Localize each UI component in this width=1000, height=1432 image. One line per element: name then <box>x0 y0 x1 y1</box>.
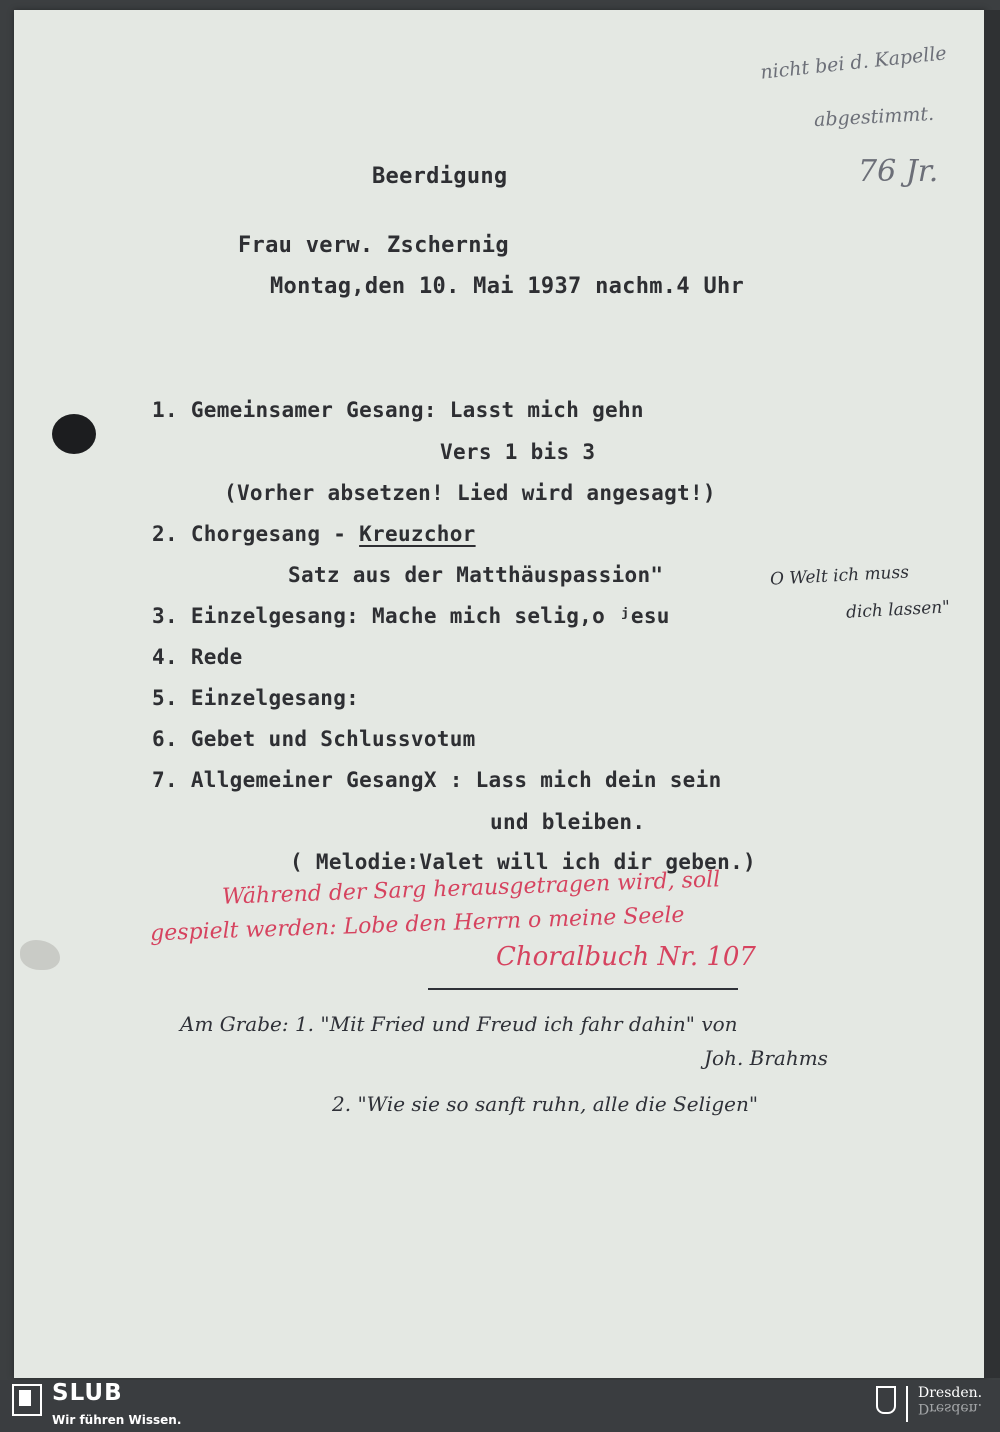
item-text: Gebet und Schlussvotum <box>190 727 476 751</box>
date-line: Montag,den 10. Mai 1937 nachm.4 Uhr <box>270 274 745 299</box>
item-text: Einzelgesang: <box>190 686 360 710</box>
footer-bar <box>0 1380 1000 1432</box>
item-3 <box>152 604 670 628</box>
item-text: Gemeinsamer Gesang: Lasst mich gehn <box>190 398 644 422</box>
dresden-logo-mirror: Dresden. <box>918 1400 983 1416</box>
side-note-line-1: O Welt ich muss <box>769 562 910 590</box>
red-note-line-1: Während der Sarg herausgetragen wird, soll <box>221 867 721 910</box>
slub-logo-icon <box>12 1384 42 1416</box>
item-7-continued: und bleiben. <box>490 810 646 834</box>
item-number: 1. <box>152 398 178 422</box>
document-title: Beerdigung <box>372 164 508 189</box>
dresden-crest-icon <box>876 1386 896 1414</box>
pencil-note-line-3: 76 Jr. <box>858 154 939 189</box>
item-number: 2. <box>152 522 178 546</box>
item-4 <box>152 645 243 669</box>
side-note-line-2: dich lassen" <box>845 597 951 623</box>
grave-note-line-2: Joh. Brahms <box>704 1046 828 1070</box>
divider-line <box>428 988 738 990</box>
item-number: 5. <box>152 686 178 710</box>
footer-divider <box>906 1386 908 1422</box>
item-1 <box>152 398 644 422</box>
item-2-detail: Satz aus der Matthäuspassion" <box>288 563 664 587</box>
item-number: 4. <box>152 645 178 669</box>
punch-hole-top <box>52 414 96 454</box>
item-number: 7. <box>152 768 178 792</box>
pencil-note-line-2: abgestimmt. <box>813 102 935 132</box>
item-number: 3. <box>152 604 178 628</box>
item-6 <box>152 727 476 751</box>
item-2 <box>152 522 476 546</box>
item-7-melody: ( Melodie:Valet will ich dir geben.) <box>290 850 756 874</box>
item-number: 6. <box>152 727 178 751</box>
pencil-note-line-1: nicht bei d. Kapelle <box>759 42 948 84</box>
dresden-logo-text: Dresden. <box>918 1385 983 1401</box>
grave-note-line-1: Am Grabe: 1. "Mit Fried und Freud ich fahr dahin" von <box>180 1012 738 1036</box>
item-text: Einzelgesang: Mache mich selig,o ʲesu <box>190 604 670 628</box>
item-1-note: (Vorher absetzen! Lied wird angesagt!) <box>224 481 716 505</box>
item-text: Allgemeiner GesangX : Lass mich dein sein <box>190 768 722 792</box>
kreuzchor-label: Kreuzchor <box>359 522 476 546</box>
item-text: Rede <box>190 645 243 669</box>
slub-logo-text: SLUB <box>52 1380 123 1406</box>
item-5 <box>152 686 359 710</box>
person-name: Frau verw. Zschernig <box>238 233 509 258</box>
red-note-line-2: gespielt werden: Lobe den Herrn o meine Seele <box>149 902 685 947</box>
item-7 <box>152 768 722 792</box>
item-text: Chorgesang - <box>190 522 360 546</box>
red-note-line-3: Choralbuch Nr. 107 <box>496 942 756 972</box>
grave-note-line-3: 2. "Wie sie so sanft ruhn, alle die Seligen" <box>332 1092 759 1116</box>
slub-tagline: Wir führen Wissen. <box>52 1413 182 1427</box>
scan-edge <box>984 10 1000 1378</box>
item-1-verse: Vers 1 bis 3 <box>440 440 596 464</box>
